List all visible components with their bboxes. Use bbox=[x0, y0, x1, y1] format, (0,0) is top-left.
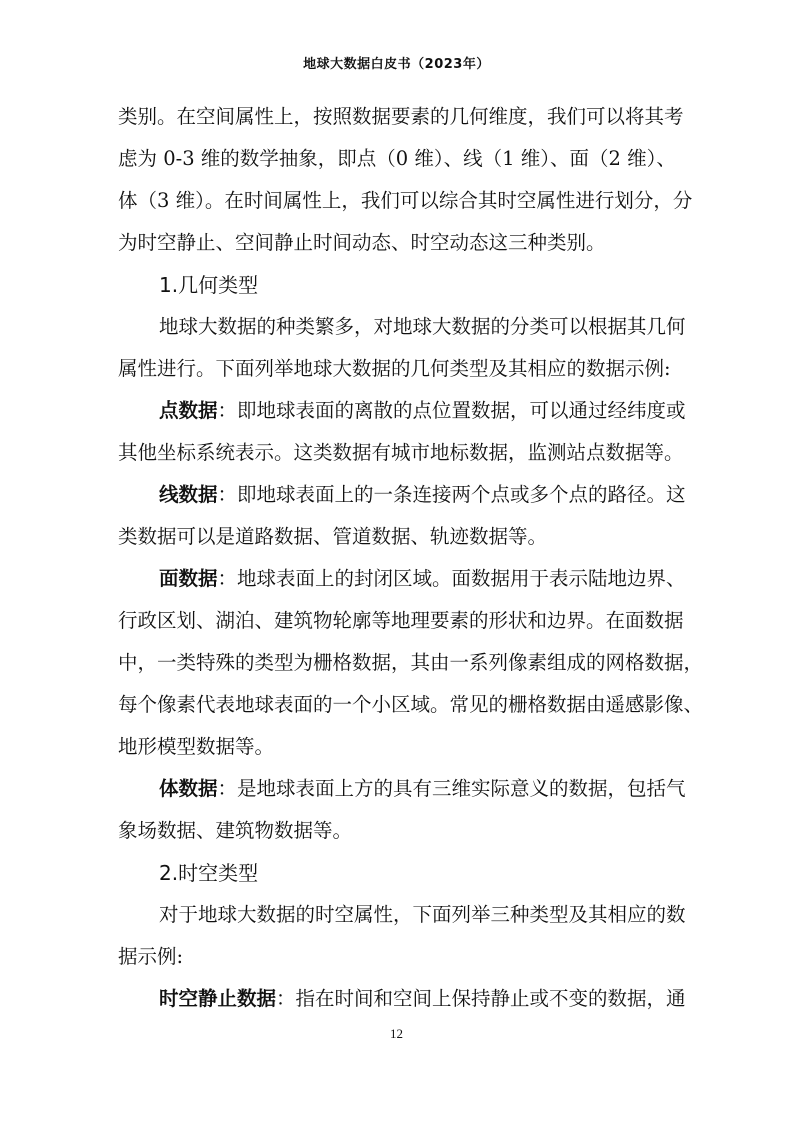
page-body bbox=[118, 96, 704, 1020]
term-volume-data: 体数据 bbox=[159, 777, 218, 800]
text-line: 虑为 0-3 维的数学抽象，即点（0 维）、线（1 维）、面（2 维）、 bbox=[118, 147, 676, 170]
paragraph-point-data bbox=[118, 390, 686, 474]
definition-text: ：即地球表面的离散的点位置数据，可以通过经纬度或 bbox=[217, 399, 686, 422]
text-line: 据示例: bbox=[118, 945, 184, 968]
text-line bbox=[118, 390, 686, 432]
text-line: 其他坐标系统表示。这类数据有城市地标数据，监测站点数据等。 bbox=[118, 441, 684, 464]
paragraph-line-data bbox=[118, 474, 686, 558]
text-line: 中，一类特殊的类型为栅格数据，其由一系列像素组成的网格数据， bbox=[118, 651, 704, 674]
text-line: 属性进行。下面列举地球大数据的几何类型及其相应的数据示例: bbox=[118, 357, 671, 380]
paragraph-area-data bbox=[118, 558, 704, 768]
term-area-data: 面数据 bbox=[159, 567, 218, 590]
definition-text: ：即地球表面上的一条连接两个点或多个点的路径。这 bbox=[217, 483, 686, 506]
definition-text: ：是地球表面上方的具有三维实际意义的数据，包括气 bbox=[217, 777, 686, 800]
paragraph-volume-data bbox=[118, 768, 686, 852]
text-line: 体（3 维）。在时间属性上，我们可以综合其时空属性进行划分，分 bbox=[118, 189, 693, 212]
text-line: 类数据可以是道路数据、管道数据、轨迹数据等。 bbox=[118, 525, 548, 548]
definition-text: ：指在时间和空间上保持静止或不变的数据，通 bbox=[276, 987, 686, 1010]
text-line: 行政区划、湖泊、建筑物轮廓等地理要素的形状和边界。在面数据 bbox=[118, 609, 684, 632]
text-line bbox=[118, 768, 686, 810]
page-number: 12 bbox=[390, 1026, 403, 1041]
text-line bbox=[118, 558, 686, 600]
header-rule bbox=[118, 78, 666, 79]
paragraph-spatiotemporal-intro bbox=[118, 894, 686, 978]
definition-text: ：地球表面上的封闭区域。面数据用于表示陆地边界、 bbox=[217, 567, 686, 590]
text-line: 地形模型数据等。 bbox=[118, 735, 275, 758]
text-line: 为时空静止、空间静止时间动态、时空动态这三种类别。 bbox=[118, 231, 606, 254]
term-point-data: 点数据 bbox=[159, 399, 218, 422]
section-heading-spatiotemporal: 2.时空类型 bbox=[159, 861, 259, 885]
text-line: 类别。在空间属性上，按照数据要素的几何维度，我们可以将其考 bbox=[118, 105, 684, 128]
section-heading-geometry: 1.几何类型 bbox=[159, 273, 259, 297]
text-line: 地球大数据的种类繁多，对地球大数据的分类可以根据其几何 bbox=[159, 315, 686, 338]
paragraph-static-data bbox=[118, 978, 686, 1020]
term-line-data: 线数据 bbox=[159, 483, 218, 506]
text-line: 象场数据、建筑物数据等。 bbox=[118, 819, 353, 842]
paragraph-geometry-intro bbox=[118, 306, 686, 390]
text-line: 每个像素代表地球表面的一个小区域。常见的栅格数据由遥感影像、 bbox=[118, 693, 704, 716]
text-line bbox=[118, 978, 686, 1020]
term-static-data: 时空静止数据 bbox=[159, 987, 277, 1010]
text-line bbox=[118, 474, 686, 516]
running-header: 地球大数据白皮书（2023年） bbox=[303, 57, 490, 72]
text-line: 对于地球大数据的时空属性，下面列举三种类型及其相应的数 bbox=[159, 903, 686, 926]
paragraph-intro bbox=[118, 96, 693, 264]
